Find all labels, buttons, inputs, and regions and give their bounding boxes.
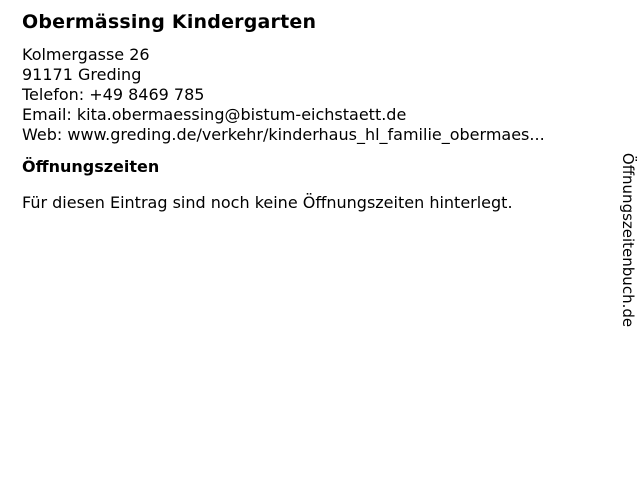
page-content <box>0 0 640 213</box>
address-street-line: Kolmergasse 26 <box>22 45 150 64</box>
opening-hours-heading: Öffnungszeiten <box>22 157 160 176</box>
page-title: Obermässing Kindergarten <box>22 11 317 33</box>
contact-block <box>22 45 596 145</box>
email-line: Email: kita.obermaessing@bistum-eichstaett.de <box>22 105 407 124</box>
opening-hours-empty-text: Für diesen Eintrag sind noch keine Öffnungszeiten hinterlegt. <box>22 193 513 212</box>
phone-line: Telefon: +49 8469 785 <box>22 85 205 104</box>
web-line: Web: www.greding.de/verkehr/kinderhaus_hl_familie_obermaes... <box>22 125 545 144</box>
brand-link[interactable]: Öffnungszeitenbuch.de <box>619 152 637 328</box>
address-city-line: 91171 Greding <box>22 65 142 84</box>
